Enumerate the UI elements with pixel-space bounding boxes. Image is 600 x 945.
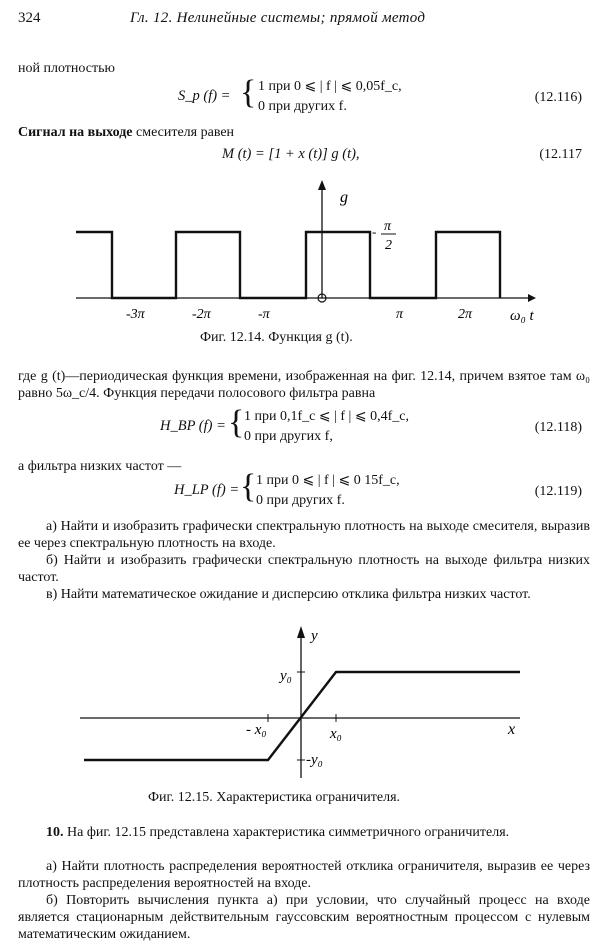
fig1-tick-neg2pi: -2π <box>192 307 211 322</box>
eq119-brace: { <box>240 468 257 505</box>
eq118-case2: 0 при других f, <box>244 429 333 444</box>
fig1-level-num: π <box>384 219 392 234</box>
fig2-caption: Фиг. 12.15. Характеристика ограничителя. <box>148 790 401 805</box>
fig2-neg-x0-label: - x₀ <box>246 722 267 738</box>
figure-12-14 <box>0 170 600 350</box>
fig1-y-label: g <box>340 189 348 206</box>
fig1-level-den: 2 <box>385 238 392 253</box>
eq119-case2: 0 при других f. <box>256 493 345 508</box>
eq116-number: (12.116) <box>534 90 582 105</box>
fig2-limiter-curve <box>84 672 520 760</box>
problem10-intro <box>18 824 590 841</box>
mixer-sentence-rest: смесителя равен <box>136 125 235 140</box>
fig1-x-arrow-icon <box>528 294 536 302</box>
eq116-case1: 1 при 0 ⩽ | f | ⩽ 0,05f_c, <box>258 79 402 94</box>
fig1-tick-pi: π <box>396 307 404 322</box>
eq118-case1: 1 при 0,1f_c ⩽ | f | ⩽ 0,4f_c, <box>244 409 409 424</box>
fig2-y0-label: y₀ <box>280 668 292 684</box>
item-a: а) Найти и изобразить графически спектральную плотность на выходе смесителя, выразив ее через спектральную плотность на входе. <box>18 519 590 551</box>
eq116-brace: { <box>240 74 257 111</box>
eq118-brace: { <box>228 404 245 441</box>
item-b: б) Найти и изобразить графически спектральную плотность на выходе фильтра низких частот. <box>18 553 590 585</box>
mixer-sentence <box>18 124 234 141</box>
fig1-level-dash: - <box>372 224 377 239</box>
eq119-case1: 1 при 0 ⩽ | f | ⩽ 0 15f_c, <box>256 473 400 488</box>
item-c: в) Найти математическое ожидание и дисперсию отклика фильтра низких частот. <box>46 587 531 602</box>
eq119-lhs: H_LP (f) = <box>174 482 240 498</box>
fig1-caption: Фиг. 12.14. Функция g (t). <box>200 330 353 345</box>
para-g: где g (t)—периодическая функция времени, изображенная на фиг. 12.14, причем взятое там ω₀ равно 5ω_c/4. Функция передачи полосового фильтра равна <box>18 369 590 401</box>
eq116-case2: 0 при других f. <box>258 99 347 114</box>
page-number: 324 <box>18 10 41 26</box>
eq118-number: (12.118) <box>534 420 582 435</box>
eq118-lhs: H_BP (f) = <box>160 418 226 434</box>
fig2-y-arrow-icon <box>297 626 305 638</box>
fig2-y-label: y <box>311 628 318 644</box>
fig2-neg-y0-label: -y₀ <box>306 752 323 768</box>
mixer-sentence-lead: Сигнал на выходе <box>18 125 133 140</box>
fig1-tick-neg3pi: -3π <box>126 307 145 322</box>
eq117-number: (12.117 <box>539 147 582 162</box>
problem10-text: На фиг. 12.15 представлена характеристика симметричного ограничителя. <box>67 825 510 840</box>
fig2-x-label: x <box>508 721 516 738</box>
eq117-expr: M (t) = [1 + x (t)] g (t), <box>222 146 360 162</box>
lp-intro: а фильтра низких частот — <box>18 459 182 474</box>
intro-text: ной плотностью <box>18 61 115 76</box>
problem10-number: 10. <box>46 825 64 840</box>
running-title: Гл. 12. Нелинейные системы; прямой метод <box>130 10 426 26</box>
problem10-item-b: б) Повторить вычисления пункта а) при условии, что случайный процесс на входе является стационарным действительным гауссовским вероятностным процессом с нулевым математическим ожиданием. <box>18 893 590 942</box>
fig1-y-arrow-icon <box>318 180 326 190</box>
figure-12-15 <box>0 616 600 786</box>
fig1-tick-2pi: 2π <box>458 307 473 322</box>
eq119-number: (12.119) <box>534 484 582 499</box>
fig1-square-wave <box>76 232 500 298</box>
eq116-lhs: S_p (f) = <box>178 88 231 104</box>
fig1-x-label: ω₀ t <box>510 308 534 324</box>
fig2-x0-label: x₀ <box>330 726 342 742</box>
problem10-item-a: а) Найти плотность распределения вероятностей отклика ограничителя, выразив ее через плотность распределения вероятностей на входе. <box>18 859 590 891</box>
fig1-tick-negpi: -π <box>258 307 270 322</box>
